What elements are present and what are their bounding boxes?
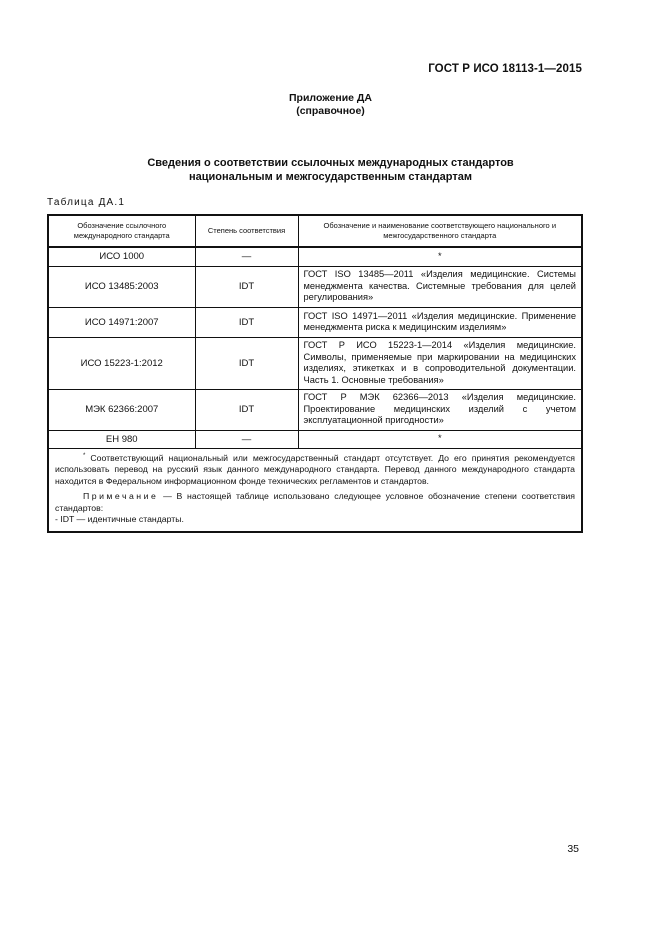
note-label: Примечание — [83, 490, 159, 501]
table-row — [48, 307, 582, 337]
section-title-line-1: Сведения о соответствии ссылочных международных стандартов — [147, 157, 514, 169]
note-text: — В настоящей таблице использовано следующее условное обозначение степени соответствия стандартов: — [55, 490, 575, 513]
cell-degree: — — [195, 430, 298, 448]
cell-national: ГОСТ ISO 14971—2011 «Изделия медицинские. Применение менеджмента риска к медицинским изделиям» — [298, 307, 582, 337]
note-item: - IDT — идентичные стандарты. — [55, 514, 184, 525]
table-footer-row — [48, 448, 582, 532]
cell-reference: МЭК 62366:2007 — [48, 389, 195, 430]
cell-national: * — [298, 247, 582, 266]
correspondence-table — [47, 214, 583, 533]
cell-reference: ИСО 15223-1:2012 — [48, 337, 195, 389]
cell-reference: ИСО 14971:2007 — [48, 307, 195, 337]
table-row — [48, 430, 582, 448]
table-row — [48, 247, 582, 266]
footnote-mark: * — [83, 452, 86, 459]
footnote-text: Соответствующий национальный или межгосударственный стандарт отсутствует. До его принятия рекомендуется использовать перевод на русский язык данного международного стандарта. Перевод данного международного стандарта находится в Федеральном информационном фонде технических регламентов и стандартов. — [55, 452, 575, 487]
cell-reference: ЕН 980 — [48, 430, 195, 448]
cell-reference: ИСО 13485:2003 — [48, 266, 195, 307]
cell-degree: IDT — [195, 266, 298, 307]
section-title-line-2: национальным и межгосударственным стандартам — [189, 171, 472, 183]
header-degree: Степень соответствия — [195, 215, 298, 247]
document-header: ГОСТ Р ИСО 18113-1—2015 — [428, 63, 582, 75]
cell-national: ГОСТ Р МЭК 62366—2013 «Изделия медицинские. Проектирование медицинских изделий с учетом эксплуатационной пригодности» — [298, 389, 582, 430]
table-footnotes — [48, 448, 582, 532]
header-national-standard: Обозначение и наименование соответствующего национального и межгосударственного стандарта — [298, 215, 582, 247]
note — [55, 491, 575, 515]
table-row — [48, 337, 582, 389]
table-header-row — [48, 215, 582, 247]
annex-title — [0, 92, 661, 118]
cell-degree: IDT — [195, 307, 298, 337]
cell-national: ГОСТ ISO 13485—2011 «Изделия медицинские. Системы менеджмента качества. Системные требования для целей регулирования» — [298, 266, 582, 307]
cell-degree: IDT — [195, 337, 298, 389]
table-row — [48, 266, 582, 307]
table-caption: Таблица ДА.1 — [47, 197, 126, 208]
cell-national: ГОСТ Р ИСО 15223-1—2014 «Изделия медицинские. Символы, применяемые при маркировании на медицинских изделиях, этикетках и в сопроводительной документации. Часть 1. Основные требования» — [298, 337, 582, 389]
footnote — [55, 453, 575, 488]
annex-subheading: (справочное) — [296, 105, 365, 117]
annex-heading: Приложение ДА — [289, 92, 372, 104]
page-number: 35 — [567, 843, 579, 855]
section-title — [0, 156, 661, 184]
header-reference-standard: Обозначение ссылочного международного стандарта — [48, 215, 195, 247]
cell-degree: — — [195, 247, 298, 266]
cell-reference: ИСО 1000 — [48, 247, 195, 266]
cell-degree: IDT — [195, 389, 298, 430]
cell-national: * — [298, 430, 582, 448]
table-row — [48, 389, 582, 430]
